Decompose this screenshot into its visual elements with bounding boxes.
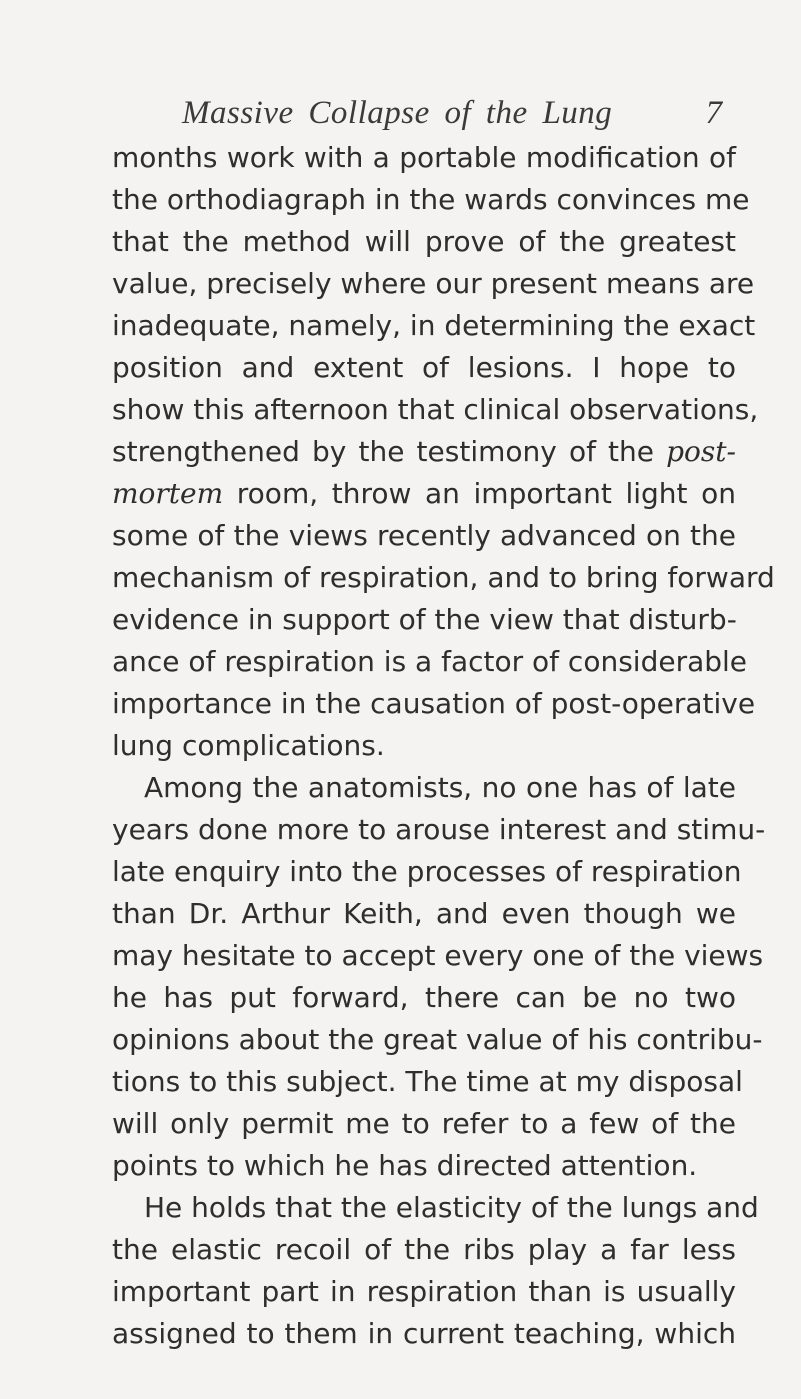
text-line: may hesitate to accept every one of the views [112,939,764,972]
text-line: will only permit me to refer to a few of the [112,1107,736,1140]
text-line: ance of respiration is a factor of considerable [112,645,748,678]
text-line: important part in respiration than is usually [112,1275,736,1308]
text-line: that the method will prove of the greatest [112,225,736,258]
text-line: than Dr. Arthur Keith, and even though we [112,897,736,930]
text-line: he has put forward, there can be no two [112,981,736,1014]
text-line [112,473,736,515]
text-line: show this afternoon that clinical observations, [112,393,759,426]
text-line: opinions about the great value of his contribu- [112,1023,763,1056]
text-line: the elastic recoil of the ribs play a far less [112,1233,736,1266]
running-head [182,95,722,135]
text-span: strengthened by the testimony of the [112,435,667,468]
text-line: some of the views recently advanced on the [112,519,736,552]
text-line [112,431,736,473]
text-line: months work with a portable modification of [112,141,736,174]
running-title: Massive Collapse of the Lung [182,95,613,131]
text-line: points to which he has directed attention. [112,1149,698,1182]
text-line: the orthodiagraph in the wards convinces me [112,183,750,216]
text-line: importance in the causation of post-operative [112,687,756,720]
text-line: evidence in support of the view that disturb- [112,603,737,636]
text-line: Among the anatomists, no one has of late [144,771,736,804]
text-line: inadequate, namely, in determining the exact [112,309,756,342]
page-number: 7 [705,95,722,131]
text-line: value, precisely where our present means are [112,267,755,300]
text-span: room, throw an important light on [223,477,736,510]
text-line: mechanism of respiration, and to bring forward [112,561,775,594]
text-line: lung complications. [112,729,385,762]
text-line: assigned to them in current teaching, which [112,1317,736,1350]
italic-text: mortem [112,477,224,510]
text-line: tions to this subject. The time at my disposal [112,1065,743,1098]
text-line: He holds that the elasticity of the lungs and [144,1191,759,1224]
text-line: years done more to arouse interest and stimu- [112,813,766,846]
text-line: late enquiry into the processes of respiration [112,855,742,888]
italic-text: post- [666,435,736,468]
text-line: position and extent of lesions. I hope to [112,351,736,384]
